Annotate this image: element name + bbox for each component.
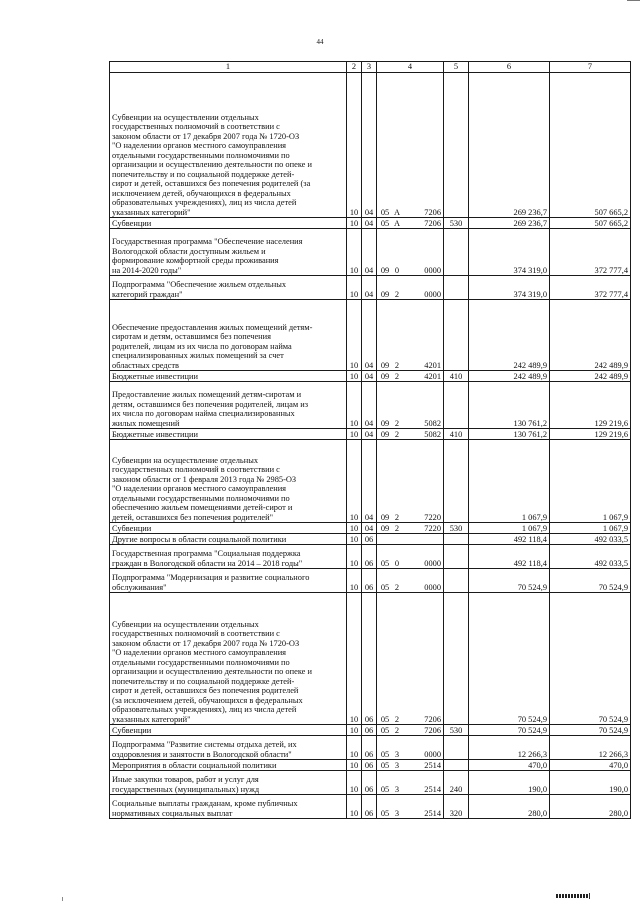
target-article-code (377, 208, 443, 217)
table-row (110, 276, 631, 300)
row-name-line: специализированных жилых помещений за счет (112, 351, 284, 361)
row-name (110, 382, 347, 429)
row-name-line: исключением детей, обучающихся в федеральных (112, 188, 291, 198)
row-name-line: нормативных социальных выплат (112, 808, 233, 818)
row-name (110, 429, 347, 440)
row-amount-year-2: 1 067,9 (550, 440, 631, 523)
program-code: 05 (380, 760, 390, 770)
row-subsection-code: 06 (362, 760, 377, 771)
row-expense-type-code (444, 73, 469, 218)
subprogram-code: А (393, 207, 401, 217)
row-subsection-code: 06 (362, 569, 377, 593)
subprogram-code: 2 (394, 371, 400, 381)
row-name-line: формирование комфортной среды проживания (112, 256, 279, 266)
row-name-line: "О наделении органов местного самоуправления (112, 141, 287, 151)
row-name-line: (за исключением детей, обучающихся в федеральных (112, 695, 303, 705)
row-name-line: попечительству и по социальной поддержке детей- (112, 169, 295, 179)
row-name-line: сирот и детей, оставшихся без попечения родителей (за (112, 179, 311, 189)
row-amount-year-2: 190,0 (550, 771, 631, 795)
subprogram-code: 3 (394, 749, 400, 759)
row-name-line: граждан в Вологодской области на 2014 – 2018 годы" (112, 558, 303, 568)
table-row (110, 569, 631, 593)
row-name-line: Другие вопросы в области социальной политики (112, 534, 287, 544)
table-row (110, 73, 631, 218)
direction-code: 2514 (424, 760, 441, 770)
row-name-line: Подпрограмма "Модернизация и развитие социального (112, 573, 310, 583)
row-name-line: отдельными государственными полномочиями по (112, 657, 290, 667)
row-subsection-code: 04 (362, 440, 377, 523)
row-target-article-code (377, 569, 444, 593)
table-row (110, 593, 631, 725)
row-name (110, 276, 347, 300)
row-name-line: обеспечению жильем помещениями детей-сирот и (112, 503, 293, 513)
row-name-line: отдельными государственными полномочиями по (112, 493, 290, 503)
row-target-article-code (377, 73, 444, 218)
row-section-code: 10 (347, 534, 362, 545)
subprogram-code: 2 (394, 418, 400, 428)
program-code: 05 (380, 749, 390, 759)
row-name (110, 218, 347, 229)
table-row (110, 545, 631, 569)
row-name-line: детям, оставшимся без попечения родителей, лицам из (112, 399, 309, 409)
scan-tick-left (62, 897, 63, 901)
row-expense-type-code: 240 (444, 771, 469, 795)
header-col-5: 5 (444, 62, 469, 73)
row-section-code: 10 (347, 382, 362, 429)
direction-code: 7220 (424, 523, 441, 533)
row-name (110, 569, 347, 593)
row-target-article-code (377, 771, 444, 795)
direction-code: 7206 (424, 725, 441, 735)
row-name-line: Субвенции на осуществлении отдельных (112, 619, 259, 629)
table-row (110, 371, 631, 382)
scan-tick (589, 893, 590, 899)
row-target-article-code (377, 229, 444, 276)
row-section-code: 10 (347, 371, 362, 382)
row-section-code: 10 (347, 771, 362, 795)
direction-code: 2514 (424, 808, 441, 818)
program-code: 05 (380, 784, 390, 794)
target-article-code (377, 761, 443, 770)
row-subsection-code: 04 (362, 276, 377, 300)
row-subsection-code: 06 (362, 771, 377, 795)
row-amount-year-1: 269 236,7 (469, 218, 550, 229)
row-name-line: Иные закупки товаров, работ и услуг для (112, 775, 259, 785)
row-section-code: 10 (347, 300, 362, 371)
row-name-line: сиротам и детям, оставшимся без попечения (112, 332, 271, 342)
row-amount-year-2: 70 524,9 (550, 593, 631, 725)
row-expense-type-code (444, 736, 469, 760)
row-expense-type-code: 530 (444, 523, 469, 534)
row-target-article-code (377, 300, 444, 371)
row-expense-type-code (444, 760, 469, 771)
table-header-row (110, 62, 631, 73)
row-name (110, 300, 347, 371)
target-article-code (377, 372, 443, 381)
row-name-line: Государственная программа "Социальная поддержка (112, 549, 301, 559)
scan-mark (556, 894, 588, 898)
subprogram-code: А (393, 218, 401, 228)
row-name (110, 771, 347, 795)
target-article-code (377, 419, 443, 428)
row-name-line: оздоровления и занятости в Вологодской области" (112, 749, 292, 759)
row-name-line: Бюджетные инвестиции (112, 371, 198, 381)
subprogram-code: 2 (394, 289, 400, 299)
row-name-line: обслуживания" (112, 582, 167, 592)
header-col-6: 6 (469, 62, 550, 73)
row-expense-type-code (444, 229, 469, 276)
direction-code: 0000 (424, 289, 441, 299)
row-name-line: Предоставление жилых помещений детям-сиротам и (112, 390, 302, 400)
header-col-7: 7 (550, 62, 631, 73)
row-amount-year-1: 374 319,0 (469, 229, 550, 276)
row-section-code: 10 (347, 725, 362, 736)
row-expense-type-code (444, 382, 469, 429)
row-section-code: 10 (347, 73, 362, 218)
row-name-line: государственных (муниципальных) нужд (112, 784, 260, 794)
row-expense-type-code (444, 276, 469, 300)
table-row (110, 229, 631, 276)
row-section-code: 10 (347, 545, 362, 569)
table-row (110, 429, 631, 440)
row-name-line: указанных категорий" (112, 207, 191, 217)
table-row (110, 771, 631, 795)
table-row (110, 795, 631, 819)
row-subsection-code: 06 (362, 534, 377, 545)
row-amount-year-1: 1 067,9 (469, 440, 550, 523)
direction-code: 7220 (424, 512, 441, 522)
row-name-line: указанных категорий" (112, 714, 191, 724)
row-expense-type-code: 410 (444, 371, 469, 382)
row-name-line: их числа по договорам найма специализированных (112, 409, 295, 419)
row-expense-type-code (444, 569, 469, 593)
row-name-line: родителей, лицам из их числа по договорам найма (112, 341, 292, 351)
row-target-article-code (377, 725, 444, 736)
target-article-code (377, 266, 443, 275)
row-subsection-code: 04 (362, 371, 377, 382)
subprogram-code: 2 (394, 512, 400, 522)
row-name (110, 371, 347, 382)
row-target-article-code (377, 545, 444, 569)
row-target-article-code (377, 593, 444, 725)
row-name-line: "О наделении органов местного самоуправления (112, 648, 287, 658)
program-code: 05 (380, 558, 390, 568)
row-name-line: детей, оставшихся без попечения родителей" (112, 512, 274, 522)
row-expense-type-code: 410 (444, 429, 469, 440)
row-subsection-code: 06 (362, 736, 377, 760)
row-name-line: жилых помещений (112, 418, 180, 428)
subprogram-code: 3 (394, 760, 400, 770)
program-code: 05 (380, 714, 390, 724)
row-amount-year-1: 269 236,7 (469, 73, 550, 218)
row-amount-year-2: 507 665,2 (550, 73, 631, 218)
row-name-line: Социальные выплаты гражданам, кроме публичных (112, 799, 298, 809)
target-article-code (377, 715, 443, 724)
row-expense-type-code (444, 545, 469, 569)
row-section-code: 10 (347, 429, 362, 440)
row-target-article-code (377, 760, 444, 771)
page-number: 44 (316, 38, 324, 46)
row-expense-type-code: 320 (444, 795, 469, 819)
row-amount-year-1: 130 761,2 (469, 382, 550, 429)
target-article-code (377, 785, 443, 794)
row-expense-type-code (444, 440, 469, 523)
table-row (110, 725, 631, 736)
row-section-code: 10 (347, 795, 362, 819)
subprogram-code: 0 (394, 265, 400, 275)
target-article-code (377, 809, 443, 818)
row-name-line: законом области от 1 февраля 2013 года № 2985-ОЗ (112, 474, 297, 484)
row-section-code: 10 (347, 760, 362, 771)
row-subsection-code: 04 (362, 429, 377, 440)
direction-code: 0000 (424, 749, 441, 759)
target-article-code (377, 559, 443, 568)
row-name (110, 795, 347, 819)
row-amount-year-1: 70 524,9 (469, 569, 550, 593)
row-amount-year-1: 242 489,9 (469, 300, 550, 371)
budget-table (109, 61, 631, 819)
row-subsection-code: 06 (362, 593, 377, 725)
row-target-article-code (377, 440, 444, 523)
row-amount-year-1: 280,0 (469, 795, 550, 819)
target-article-code (377, 513, 443, 522)
program-code: 05 (380, 808, 390, 818)
row-name-line: образовательных учреждениях), лиц из числа детей (112, 198, 297, 208)
row-amount-year-1: 492 118,4 (469, 534, 550, 545)
row-expense-type-code (444, 300, 469, 371)
row-section-code: 10 (347, 229, 362, 276)
direction-code: 0000 (424, 558, 441, 568)
row-section-code: 10 (347, 736, 362, 760)
row-amount-year-2: 70 524,9 (550, 725, 631, 736)
row-section-code: 10 (347, 523, 362, 534)
row-section-code: 10 (347, 218, 362, 229)
row-name-line: "О наделении органов местного самоуправления (112, 484, 287, 494)
program-code: 09 (380, 265, 390, 275)
program-code: 05 (380, 725, 390, 735)
row-subsection-code: 04 (362, 382, 377, 429)
table-row (110, 218, 631, 229)
row-name (110, 736, 347, 760)
row-amount-year-2: 492 033,5 (550, 534, 631, 545)
row-amount-year-2: 242 489,9 (550, 371, 631, 382)
row-subsection-code: 04 (362, 218, 377, 229)
row-amount-year-1: 1 067,9 (469, 523, 550, 534)
row-amount-year-1: 130 761,2 (469, 429, 550, 440)
direction-code: 7206 (424, 714, 441, 724)
subprogram-code: 2 (394, 582, 400, 592)
table-row (110, 300, 631, 371)
header-col-2: 2 (347, 62, 362, 73)
subprogram-code: 2 (394, 523, 400, 533)
target-article-code (377, 290, 443, 299)
row-name-line: отдельными государственными полномочиями по (112, 150, 290, 160)
row-target-article-code (377, 795, 444, 819)
row-subsection-code: 06 (362, 545, 377, 569)
table-row (110, 440, 631, 523)
table-row (110, 382, 631, 429)
row-name-line: Бюджетные инвестиции (112, 429, 198, 439)
row-expense-type-code (444, 593, 469, 725)
target-article-code (377, 219, 443, 228)
row-name (110, 229, 347, 276)
row-target-article-code (377, 382, 444, 429)
row-amount-year-2: 492 033,5 (550, 545, 631, 569)
row-amount-year-2: 129 219,6 (550, 429, 631, 440)
row-name-line: образовательных учреждениях), лиц из числа детей (112, 705, 297, 715)
program-code: 09 (380, 429, 390, 439)
row-amount-year-2: 470,0 (550, 760, 631, 771)
row-name (110, 73, 347, 218)
row-amount-year-2: 12 266,3 (550, 736, 631, 760)
row-section-code: 10 (347, 276, 362, 300)
row-subsection-code: 06 (362, 795, 377, 819)
row-subsection-code: 04 (362, 300, 377, 371)
row-name-line: Вологодской области доступным жильем и (112, 246, 266, 256)
target-article-code (377, 430, 443, 439)
target-article-code (377, 524, 443, 533)
row-amount-year-2: 129 219,6 (550, 382, 631, 429)
row-target-article-code (377, 218, 444, 229)
row-name (110, 534, 347, 545)
row-amount-year-1: 70 524,9 (469, 725, 550, 736)
target-article-code (377, 583, 443, 592)
row-name-line: Субвенции на осуществлении отдельных (112, 112, 259, 122)
program-code: 05 (380, 207, 390, 217)
direction-code: 4201 (424, 371, 441, 381)
row-expense-type-code: 530 (444, 218, 469, 229)
direction-code: 2514 (424, 784, 441, 794)
direction-code: 4201 (424, 360, 441, 370)
program-code: 05 (380, 582, 390, 592)
row-name-line: Подпрограмма "Развитие системы отдыха детей, их (112, 740, 297, 750)
target-article-code (377, 750, 443, 759)
program-code: 09 (380, 360, 390, 370)
program-code: 09 (380, 418, 390, 428)
row-amount-year-1: 374 319,0 (469, 276, 550, 300)
row-name (110, 523, 347, 534)
row-amount-year-1: 242 489,9 (469, 371, 550, 382)
table-row (110, 523, 631, 534)
row-section-code: 10 (347, 440, 362, 523)
row-name-line: попечительству и по социальной поддержке детей- (112, 676, 295, 686)
row-subsection-code: 06 (362, 725, 377, 736)
subprogram-code: 3 (394, 808, 400, 818)
row-amount-year-2: 1 067,9 (550, 523, 631, 534)
row-target-article-code (377, 523, 444, 534)
table-row (110, 760, 631, 771)
row-target-article-code (377, 429, 444, 440)
subprogram-code: 3 (394, 784, 400, 794)
row-target-article-code (377, 276, 444, 300)
program-code: 05 (380, 218, 390, 228)
row-name-line: Субвенции (112, 725, 152, 735)
row-expense-type-code: 530 (444, 725, 469, 736)
row-amount-year-2: 507 665,2 (550, 218, 631, 229)
row-name-line: категорий граждан" (112, 289, 183, 299)
header-col-4: 4 (377, 62, 444, 73)
row-name-line: Государственная программа "Обеспечение населения (112, 237, 303, 247)
row-name-line: государственных полномочий в соответствии с (112, 629, 280, 639)
row-expense-type-code (444, 534, 469, 545)
direction-code: 0000 (424, 582, 441, 592)
row-name-line: на 2014-2020 годы" (112, 265, 182, 275)
row-name-line: законом области от 17 декабря 2007 года № 1720-ОЗ (112, 638, 300, 648)
subprogram-code: 0 (394, 558, 400, 568)
row-section-code: 10 (347, 593, 362, 725)
subprogram-code: 2 (394, 429, 400, 439)
row-name-line: Мероприятия в области социальной политики (112, 760, 277, 770)
row-name (110, 545, 347, 569)
row-amount-year-2: 242 489,9 (550, 300, 631, 371)
row-name (110, 440, 347, 523)
row-name-line: Обеспечение предоставления жилых помещений детям- (112, 322, 313, 332)
row-name (110, 760, 347, 771)
row-name-line: законом области от 17 декабря 2007 года № 1720-ОЗ (112, 131, 300, 141)
row-name-line: государственных полномочий в соответствии с (112, 122, 280, 132)
row-target-article-code (377, 534, 444, 545)
row-amount-year-2: 70 524,9 (550, 569, 631, 593)
header-col-1: 1 (110, 62, 347, 73)
row-amount-year-1: 492 118,4 (469, 545, 550, 569)
row-subsection-code: 04 (362, 73, 377, 218)
row-section-code: 10 (347, 569, 362, 593)
row-name (110, 725, 347, 736)
row-subsection-code: 04 (362, 229, 377, 276)
row-name-line: организации и осуществлению деятельности по опеке и (112, 160, 312, 170)
target-article-code (377, 726, 443, 735)
direction-code: 0000 (424, 265, 441, 275)
row-amount-year-1: 470,0 (469, 760, 550, 771)
table-row (110, 736, 631, 760)
program-code: 09 (380, 512, 390, 522)
target-article-code (377, 361, 443, 370)
direction-code: 5082 (424, 418, 441, 428)
subprogram-code: 2 (394, 360, 400, 370)
scan-tick-top (627, 0, 640, 1)
row-amount-year-2: 372 777,4 (550, 229, 631, 276)
row-name-line: Субвенции на осуществление отдельных (112, 455, 259, 465)
row-subsection-code: 04 (362, 523, 377, 534)
row-name-line: государственных полномочий в соответствии с (112, 465, 280, 475)
row-amount-year-1: 190,0 (469, 771, 550, 795)
row-name-line: областных средств (112, 360, 180, 370)
row-name-line: Субвенции (112, 523, 152, 533)
row-name-line: Подпрограмма "Обеспечение жильем отдельных (112, 280, 287, 290)
subprogram-code: 2 (394, 714, 400, 724)
row-target-article-code (377, 371, 444, 382)
program-code: 09 (380, 289, 390, 299)
direction-code: 7206 (424, 218, 441, 228)
program-code: 09 (380, 371, 390, 381)
row-amount-year-2: 372 777,4 (550, 276, 631, 300)
direction-code: 5082 (424, 429, 441, 439)
direction-code: 7206 (424, 207, 441, 217)
subprogram-code: 2 (394, 725, 400, 735)
row-name-line: Субвенции (112, 218, 152, 228)
row-amount-year-2: 280,0 (550, 795, 631, 819)
row-name (110, 593, 347, 725)
row-name-line: организации и осуществлению деятельности по опеке и (112, 667, 312, 677)
table-row (110, 534, 631, 545)
row-name-line: сирот и детей, оставшихся без попечения родителей (112, 686, 299, 696)
row-amount-year-1: 12 266,3 (469, 736, 550, 760)
header-col-3: 3 (362, 62, 377, 73)
row-target-article-code (377, 736, 444, 760)
row-amount-year-1: 70 524,9 (469, 593, 550, 725)
program-code: 09 (380, 523, 390, 533)
